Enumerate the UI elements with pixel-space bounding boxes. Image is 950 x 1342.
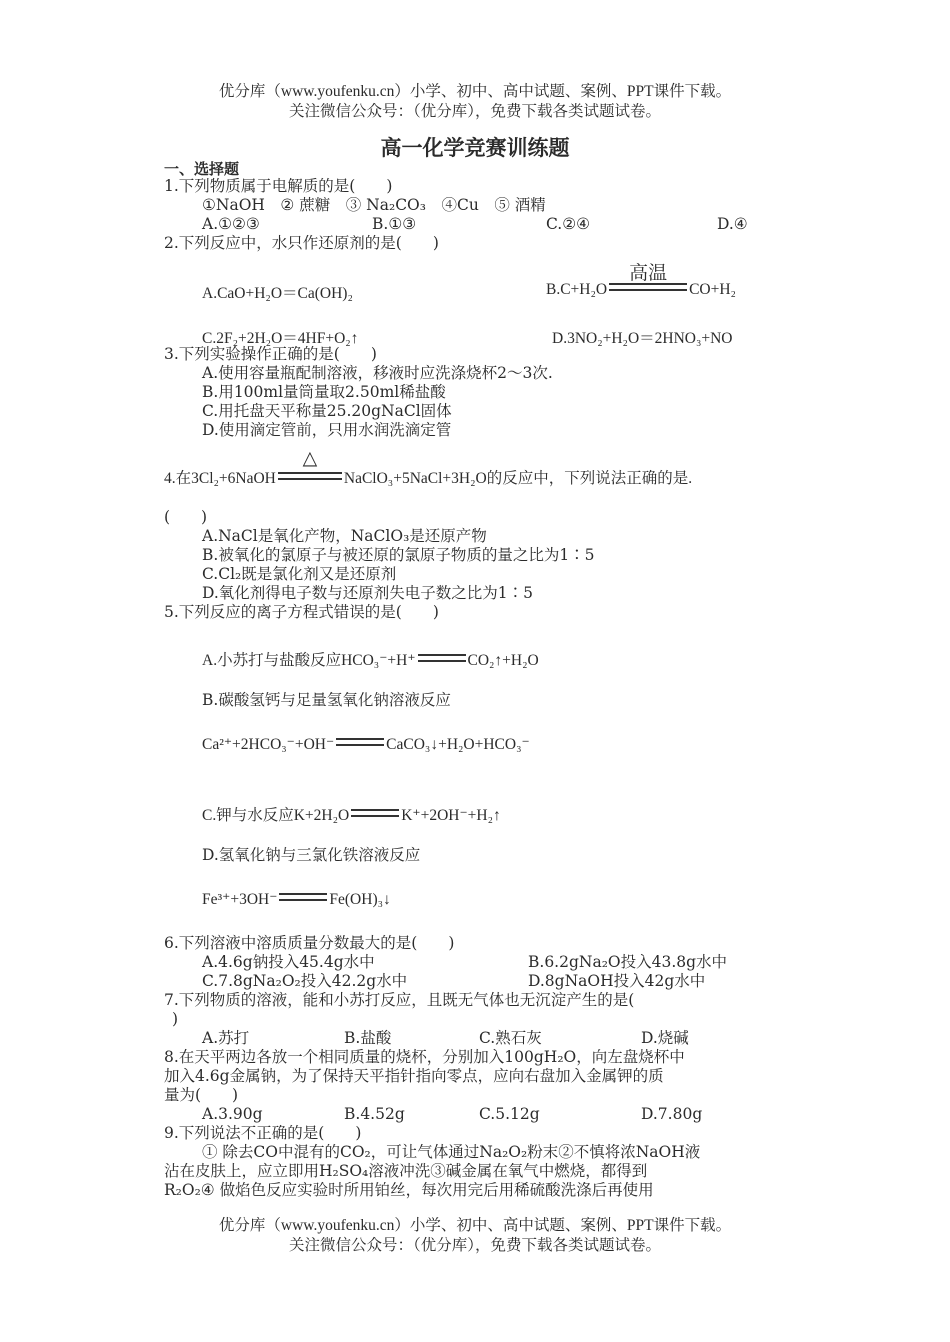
q9-stem: 9.下列说法不正确的是( )	[164, 1124, 362, 1142]
q2-b-left: B.C+H₂O	[546, 281, 608, 298]
footer-line-2: 关注微信公众号：（优分库），免费下载各类试题试卷。	[288, 1237, 661, 1254]
q6-option-c: C.7.8gNa₂O₂投入42.2g水中	[202, 972, 408, 990]
q9-line-3: R₂O₂④ 做焰色反应实验时所用铂丝，每次用完后用稀硫酸洗涤后再使用	[164, 1181, 654, 1199]
q5-c-left: C.钾与水反应K+2H₂O	[202, 807, 350, 824]
q6-option-b: B.6.2gNa₂O投入43.8g水中	[528, 953, 728, 971]
q4-option-b: B.被氧化的氯原子与被还原的氯原子物质的量之比为1∶5	[202, 546, 595, 564]
q8-stem-line-2: 加入4.6g金属钠，为了保持天平指针指向零点，应向右盘加入金属钾的质	[164, 1067, 664, 1085]
q8-option-b: B.4.52g	[344, 1105, 405, 1123]
q5-a-left: A.小苏打与盐酸反应HCO₃⁻+H⁺	[202, 652, 416, 669]
q6-stem: 6.下列溶液中溶质质量分数最大的是( )	[164, 934, 455, 952]
q5-option-b-text: B.碳酸氢钙与足量氢氧化钠溶液反应	[202, 691, 451, 709]
header-line-2: 关注微信公众号：（优分库），免费下载各类试题试卷。	[288, 103, 661, 120]
q8-option-a: A.3.90g	[202, 1105, 263, 1123]
q6-option-a: A.4.6g钠投入45.4g水中	[202, 953, 375, 971]
q5-option-d-text: D.氢氧化钠与三氯化铁溶液反应	[202, 846, 421, 864]
q9-line-2: 沾在皮肤上，应立即用H₂SO₄溶液冲洗③碱金属在氧气中燃烧，都得到	[164, 1162, 648, 1180]
q4-left: 4.在3Cl₂+6NaOH	[164, 470, 276, 487]
q2-option-c: C.2F₂+2H₂O＝4HF+O₂↑	[202, 330, 359, 347]
q7-option-c: C.熟石灰	[479, 1029, 542, 1047]
section-heading: 一、选择题	[164, 160, 240, 178]
q3-option-d: D.使用滴定管前，只用水润洗滴定管	[202, 421, 452, 439]
q4-condition: △	[302, 447, 318, 470]
footer-line-1: 优分库（www.youfenku.cn）小学、初中、高中试题、案例、PPT课件下载。	[218, 1217, 732, 1234]
q1-option-c: C.②④	[546, 215, 591, 233]
q1-items: ①NaOH ② 蔗糖 ③ Na₂CO₃ ④Cu ⑤ 酒精	[202, 196, 546, 214]
reaction-arrow	[279, 893, 327, 901]
q4-option-c: C.Cl₂既是氯化剂又是还原剂	[202, 565, 397, 583]
q4-paren: ( )	[164, 508, 208, 526]
q5-option-c	[202, 803, 501, 825]
q1-option-a: A.①②③	[202, 215, 260, 233]
q6-option-d: D.8gNaOH投入42g水中	[528, 972, 706, 990]
q8-option-c: C.5.12g	[479, 1105, 540, 1123]
q5-b-left: Ca²⁺+2HCO₃⁻+OH⁻	[202, 736, 335, 753]
reaction-arrow	[418, 654, 466, 662]
q4-stem	[164, 447, 693, 488]
q8-stem-line-1: 8.在天平两边各放一个相同质量的烧杯，分别加入100gH₂O，向左盘烧杯中	[164, 1048, 685, 1066]
q4-option-d: D.氧化剂得电子数与还原剂失电子数之比为1∶5	[202, 584, 534, 602]
q8-option-d: D.7.80g	[641, 1105, 703, 1123]
q3-option-a: A.使用容量瓶配制溶液，移液时应洗涤烧杯2～3次.	[202, 364, 553, 382]
page-title: 高一化学竞赛训练题	[380, 136, 570, 160]
q7-option-a: A.苏打	[202, 1029, 250, 1047]
q1-option-b: B.①③	[372, 215, 417, 233]
q2-option-b	[546, 262, 736, 299]
q7-option-b: B.盐酸	[344, 1029, 392, 1047]
q3-stem: 3.下列实验操作正确的是( )	[164, 345, 377, 363]
q3-option-c: C.用托盘天平称量25.20gNaCl固体	[202, 402, 452, 420]
q1-stem: 1.下列物质属于电解质的是( )	[164, 177, 393, 195]
q3-option-b: B.用100ml量筒量取2.50ml稀盐酸	[202, 383, 446, 401]
q2-option-d: D.3NO₂+H₂O＝2HNO₃+NO	[552, 330, 733, 347]
q5-stem: 5.下列反应的离子方程式错误的是( )	[164, 603, 439, 621]
q4-option-a: A.NaCl是氧化产物，NaClO₃是还原产物	[202, 527, 487, 545]
q1-option-d: D.④	[717, 215, 748, 233]
q2-b-right: CO+H₂	[689, 281, 736, 298]
q7-option-d: D.烧碱	[641, 1029, 689, 1047]
reaction-arrow	[609, 262, 687, 291]
q5-d-right: Fe(OH)₃↓	[329, 891, 391, 908]
q5-a-right: CO₂↑+H₂O	[467, 652, 539, 669]
q2-stem: 2.下列反应中，水只作还原剂的是( )	[164, 234, 439, 252]
q5-c-right: K⁺+2OH⁻+H₂↑	[401, 807, 501, 824]
q7-stem-end: )	[172, 1010, 179, 1028]
q9-line-1: ① 除去CO中混有的CO₂，可让气体通过Na₂O₂粉末②不慎将浓NaOH液	[202, 1143, 701, 1161]
q2-option-a: A.CaO+H₂O＝Ca(OH)₂	[202, 285, 353, 302]
reaction-arrow	[278, 447, 342, 480]
header-line-1: 优分库（www.youfenku.cn）小学、初中、高中试题、案例、PPT课件下载。	[218, 83, 732, 100]
q2-b-condition: 高温	[629, 262, 668, 285]
q5-d-left: Fe³⁺+3OH⁻	[202, 891, 278, 908]
q7-stem: 7.下列物质的溶液，能和小苏打反应，且既无气体也无沉淀产生的是(	[164, 991, 635, 1009]
q5-option-d-equation	[202, 890, 391, 909]
reaction-arrow	[351, 809, 399, 817]
q5-option-b-equation	[202, 735, 530, 754]
q5-b-right: CaCO₃↓+H₂O+HCO₃⁻	[386, 736, 530, 753]
reaction-arrow	[336, 738, 384, 746]
q5-option-a	[202, 648, 539, 670]
q8-stem-line-3: 量为( )	[164, 1086, 239, 1104]
q4-right: NaClO₃+5NaCl+3H₂O的反应中，下列说法正确的是.	[343, 470, 693, 487]
